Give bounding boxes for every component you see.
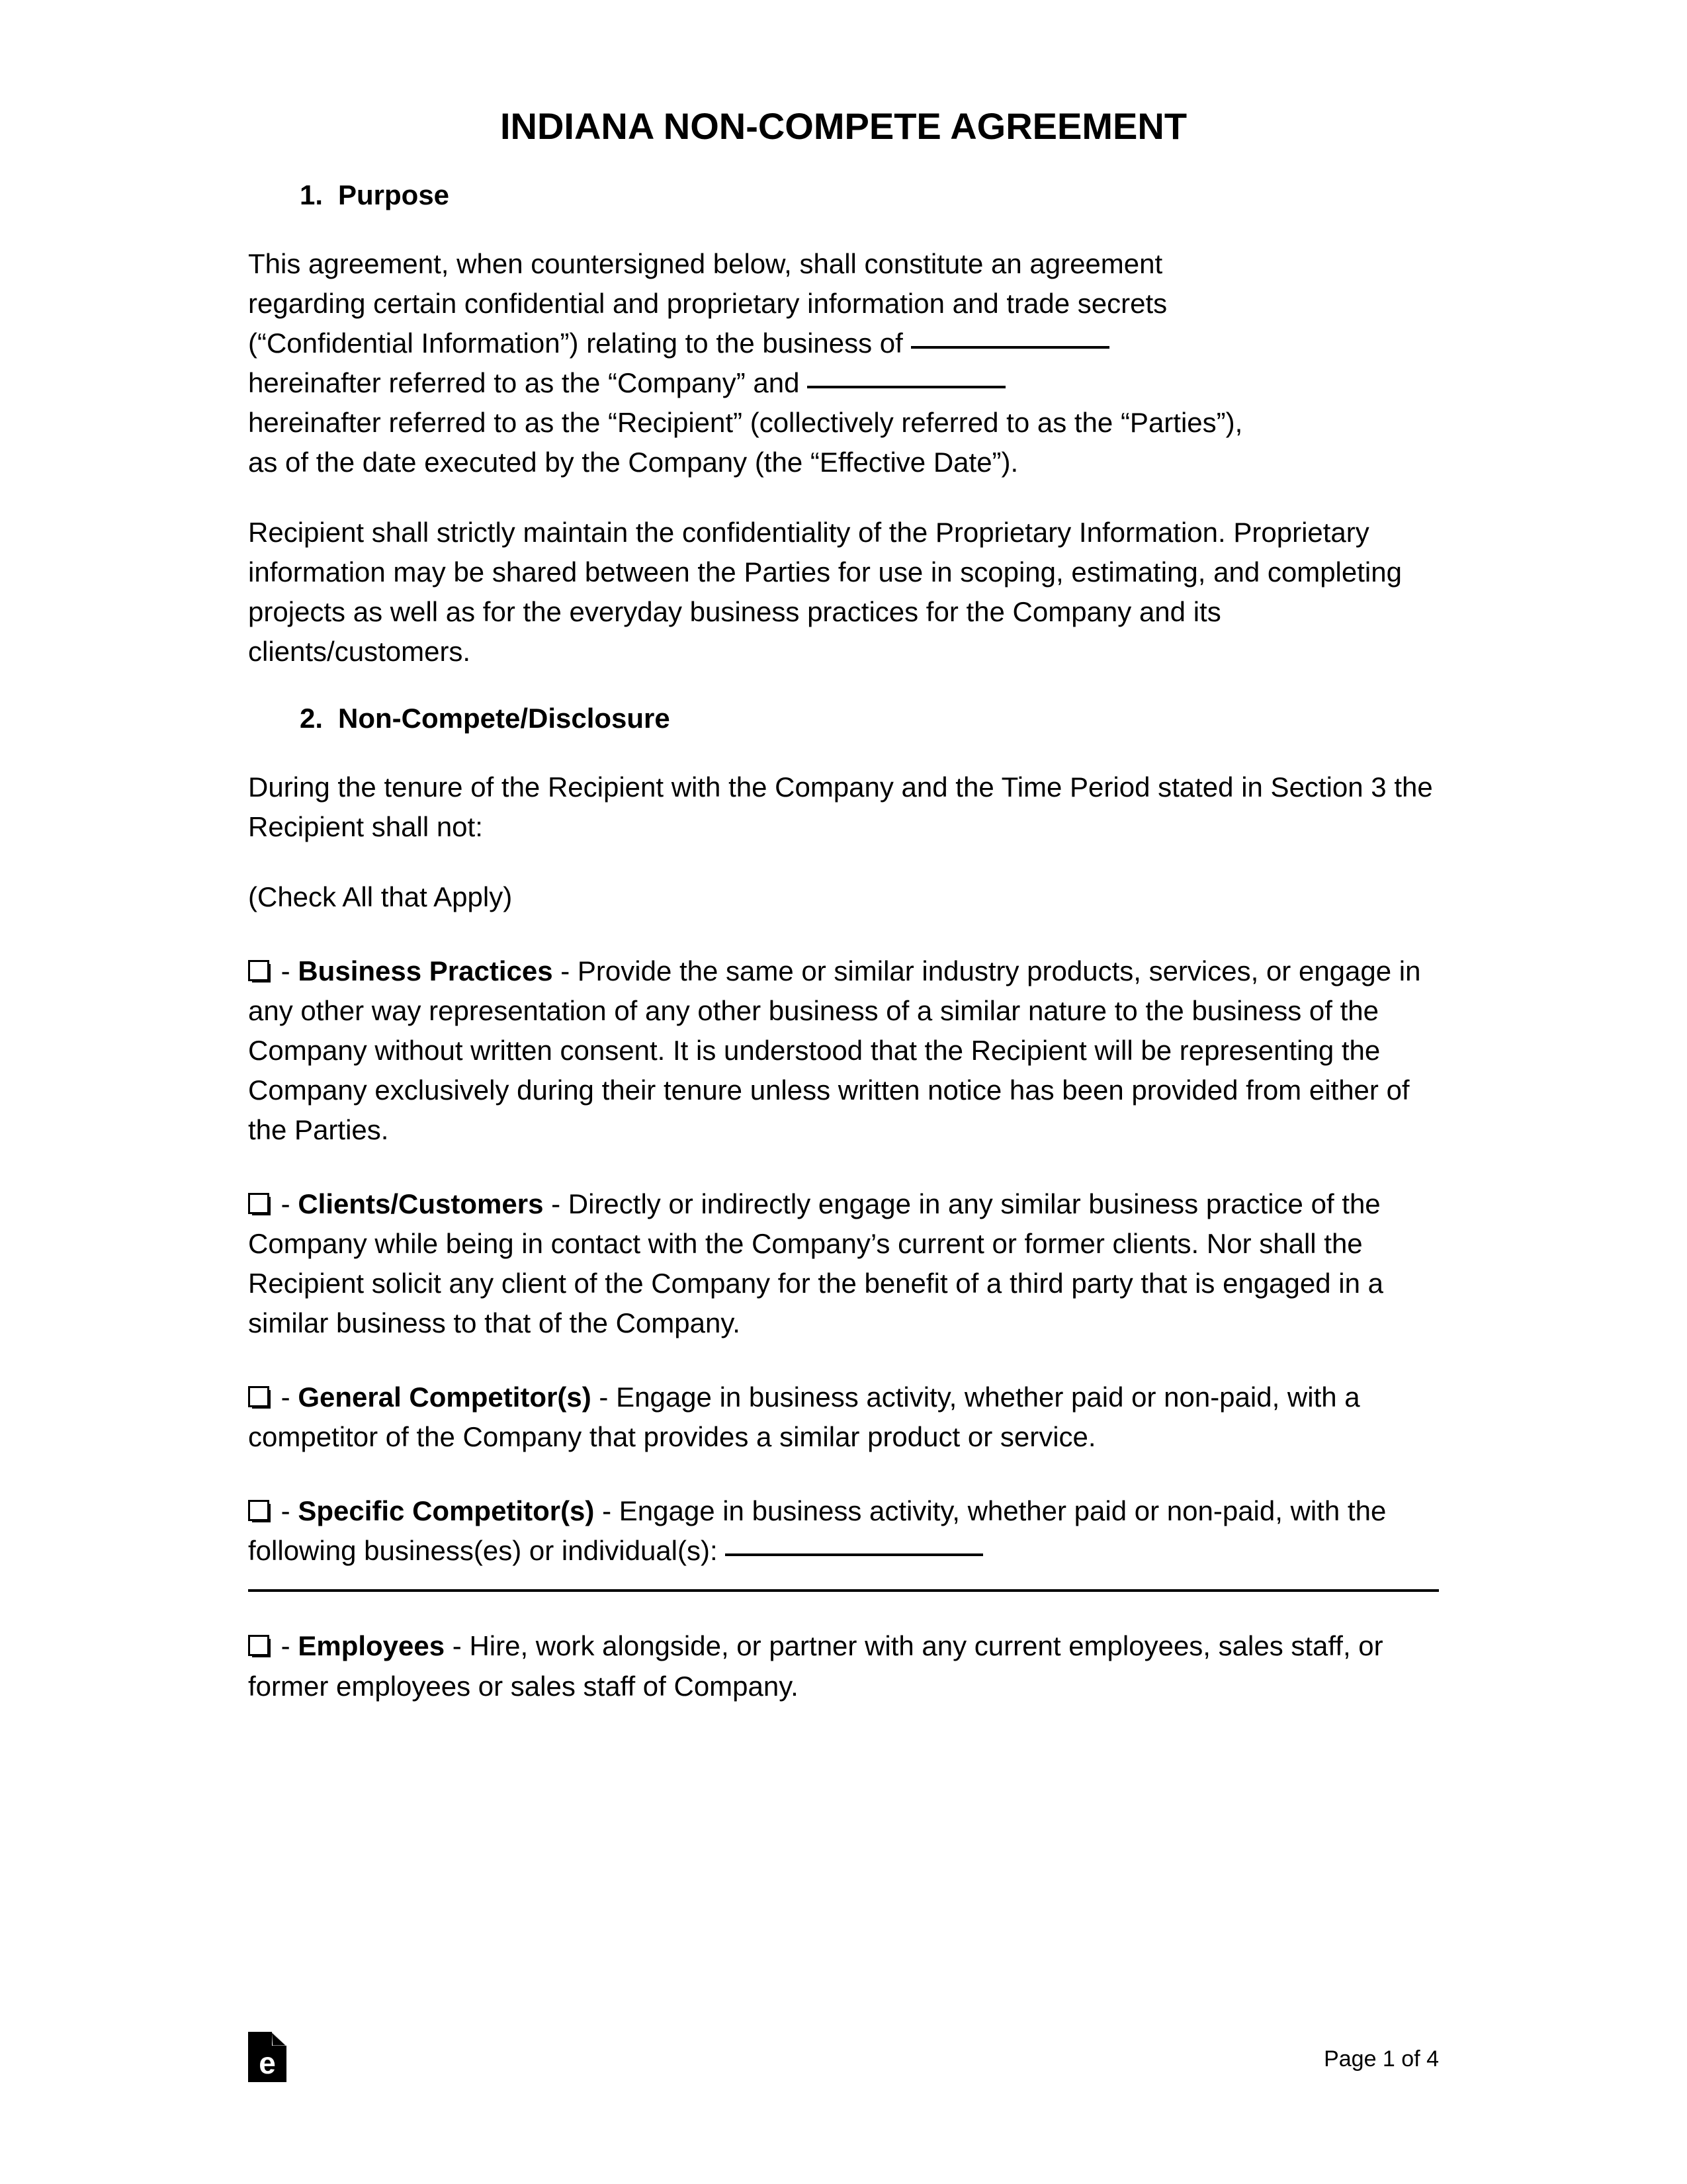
- section-2-intro: During the tenure of the Recipient with the Company and the Time Period stated in Section 3 the Recipient shall not:: [248, 771, 1433, 842]
- page-number: Page 1 of 4: [1324, 2046, 1439, 2072]
- item-label: Employees: [298, 1630, 445, 1662]
- item-label: Business Practices: [298, 955, 553, 986]
- page-footer: [248, 2005, 1439, 2085]
- check-all-instruction: (Check All that Apply): [248, 881, 513, 912]
- checkbox-item-business-practices: [248, 951, 1439, 1150]
- dash-before: -: [281, 1630, 290, 1662]
- section-1-heading: [248, 177, 1439, 214]
- checkbox-icon[interactable]: [248, 1635, 271, 1657]
- section-2-number: 2.: [300, 703, 324, 734]
- dash-before: -: [281, 1188, 290, 1220]
- dash-before: -: [281, 1381, 290, 1413]
- dash-after: -: [551, 1188, 561, 1220]
- checkbox-icon[interactable]: [248, 1500, 271, 1522]
- dash-after: -: [602, 1495, 612, 1527]
- checkbox-item-employees: [248, 1626, 1439, 1706]
- checkbox-item-specific-competitors: [248, 1491, 1439, 1592]
- section-1-paragraph-1: [248, 244, 1439, 482]
- specific-competitor-blank-2[interactable]: [248, 1589, 1439, 1592]
- recipient-name-blank[interactable]: [807, 386, 1006, 388]
- item-text: Provide the same or similar industry products, services, or engage in any other way representation of any other business of a similar nature to the business of the Company without written consent. It is understood that the Recipient will be representing the Company exclusively during their tenure unless written notice has been provided from either of the Parties.: [248, 955, 1421, 1146]
- eforms-logo-icon: [248, 2032, 286, 2082]
- para1-line1: This agreement, when countersigned below, shall constitute an agreement: [248, 247, 1163, 279]
- item-text: Directly or indirectly engage in any similar business practice of the Company while being in contact with the Company’s current or former clients. Nor shall the Recipient solicit any client of the Company for the benefit of a third party that is engaged in a similar business to that of the Company.: [248, 1188, 1383, 1339]
- section-2-heading: [248, 701, 1439, 737]
- para1-line5: hereinafter referred to as the “Recipient” (collectively referred to as the “Parties”),: [248, 406, 1243, 438]
- item-text: Hire, work alongside, or partner with any current employees, sales staff, or former employees or sales staff of Company.: [248, 1630, 1383, 1702]
- item-label: Clients/Customers: [298, 1188, 544, 1220]
- checkbox-item-clients-customers: [248, 1184, 1439, 1343]
- checkbox-item-general-competitors: [248, 1377, 1439, 1457]
- item-label: General Competitor(s): [298, 1381, 591, 1413]
- dash-before: -: [281, 955, 290, 986]
- page-title: INDIANA NON-COMPETE AGREEMENT: [499, 105, 1188, 147]
- para1-line3: (“Confidential Information”) relating to the business of: [248, 327, 903, 359]
- checkbox-icon[interactable]: [248, 1193, 271, 1215]
- company-name-blank[interactable]: [911, 346, 1109, 349]
- dash-after: -: [599, 1381, 609, 1413]
- dash-after: -: [560, 955, 570, 986]
- checkbox-icon[interactable]: [248, 960, 271, 983]
- section-1-paragraph-2: Recipient shall strictly maintain the confidentiality of the Proprietary Information. Proprietary information may be shared between the Parties for use in scoping, estimating, and completing projects as well as for the everyday business practices for the Company and its clients/customers.: [248, 516, 1402, 668]
- item-label: Specific Competitor(s): [298, 1495, 595, 1527]
- section-2-title: Non-Compete/Disclosure: [338, 703, 670, 734]
- specific-competitor-blank-1[interactable]: [725, 1553, 983, 1556]
- section-1-number: 1.: [300, 179, 324, 211]
- checkbox-icon[interactable]: [248, 1386, 271, 1409]
- item-text: Engage in business activity, whether paid or non-paid, with a competitor of the Company that provides a similar product or service.: [248, 1381, 1360, 1453]
- para1-line2: regarding certain confidential and proprietary information and trade secrets: [248, 287, 1168, 319]
- para1-line6: as of the date executed by the Company (the “Effective Date”).: [248, 446, 1019, 478]
- svg-text:e: e: [259, 2046, 276, 2080]
- para1-line4: hereinafter referred to as the “Company” and: [248, 367, 800, 398]
- section-1-title: Purpose: [338, 179, 450, 211]
- item-text: Engage in business activity, whether paid or non-paid, with the following business(es) or individual(s):: [248, 1495, 1387, 1567]
- dash-after: -: [452, 1630, 462, 1662]
- dash-before: -: [281, 1495, 290, 1527]
